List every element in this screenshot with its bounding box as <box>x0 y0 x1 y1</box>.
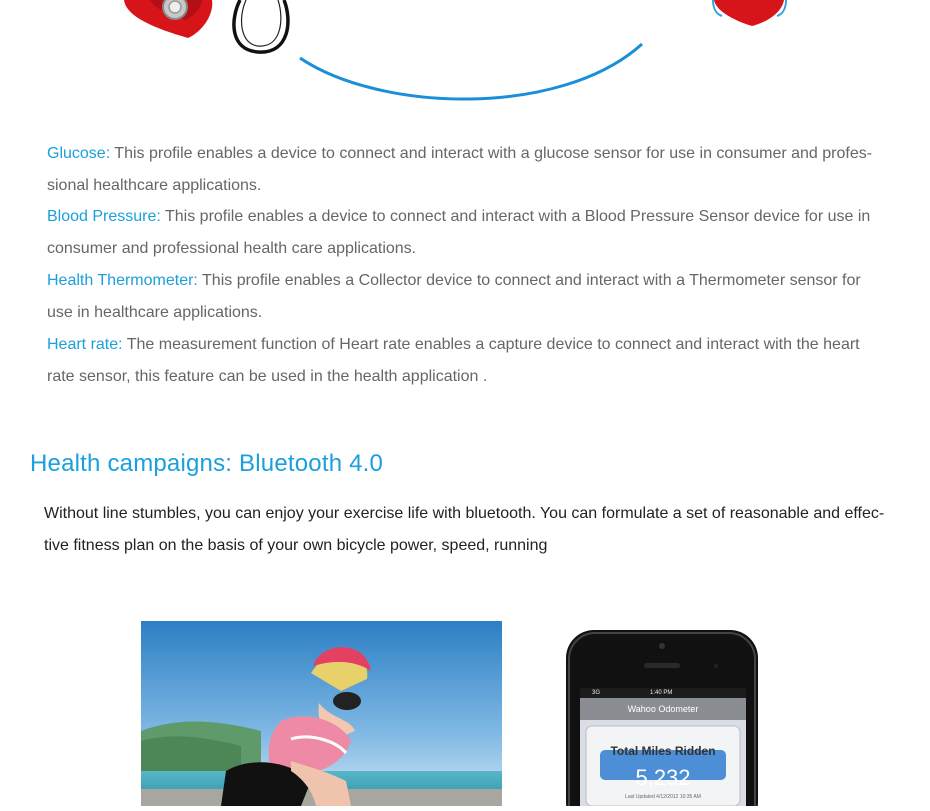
app-nav-title: Wahoo Odometer <box>627 704 699 714</box>
status-time: 1:40 PM <box>650 690 673 696</box>
card-title: Total Miles Ridden <box>610 744 716 758</box>
profile-text: This profile enables a device to connect and interact with a glucose sensor for use in consumer and profes-sional healthcare applications. <box>47 145 873 194</box>
heart-sensor-icon <box>124 0 212 38</box>
profile-health-thermometer <box>47 265 887 329</box>
section-title: Health campaigns: Bluetooth 4.0 <box>30 450 384 477</box>
profile-glucose <box>47 138 887 202</box>
connection-arc <box>300 44 642 99</box>
smartphone-image <box>566 630 758 806</box>
profile-heart-rate <box>47 329 887 393</box>
status-carrier: 3G <box>592 690 601 696</box>
cyclist-image <box>141 621 502 806</box>
profile-term: Health Thermometer: <box>47 272 198 289</box>
strap-loop-inner <box>242 0 281 46</box>
top-illustration <box>0 0 930 110</box>
heart-monitor-icon <box>713 0 786 26</box>
profile-term: Glucose: <box>47 145 111 162</box>
last-updated: Last Updated 4/12/2012 10:35 AM <box>625 794 701 800</box>
profile-term: Blood Pressure: <box>47 208 161 225</box>
section-body: Without line stumbles, you can enjoy your exercise life with bluetooth. You can formulate a set of reasonable and effec-tive fitness plan on the basis of your own bicycle power, speed, running <box>44 505 885 554</box>
profile-text: This profile enables a Collector device to connect and interact with a Thermometer sensor for use in healthcare applications. <box>47 272 861 321</box>
profile-blood-pressure <box>47 201 887 265</box>
profile-text: The measurement function of Heart rate enables a capture device to connect and interact with the heart rate sensor, this feature can be used in the health application . <box>47 336 860 385</box>
profile-term: Heart rate: <box>47 336 123 353</box>
profile-text: This profile enables a device to connect and interact with a Blood Pressure Sensor device for use in consumer and professional health care applications. <box>47 208 871 257</box>
miles-value: 5,232 <box>635 765 691 790</box>
